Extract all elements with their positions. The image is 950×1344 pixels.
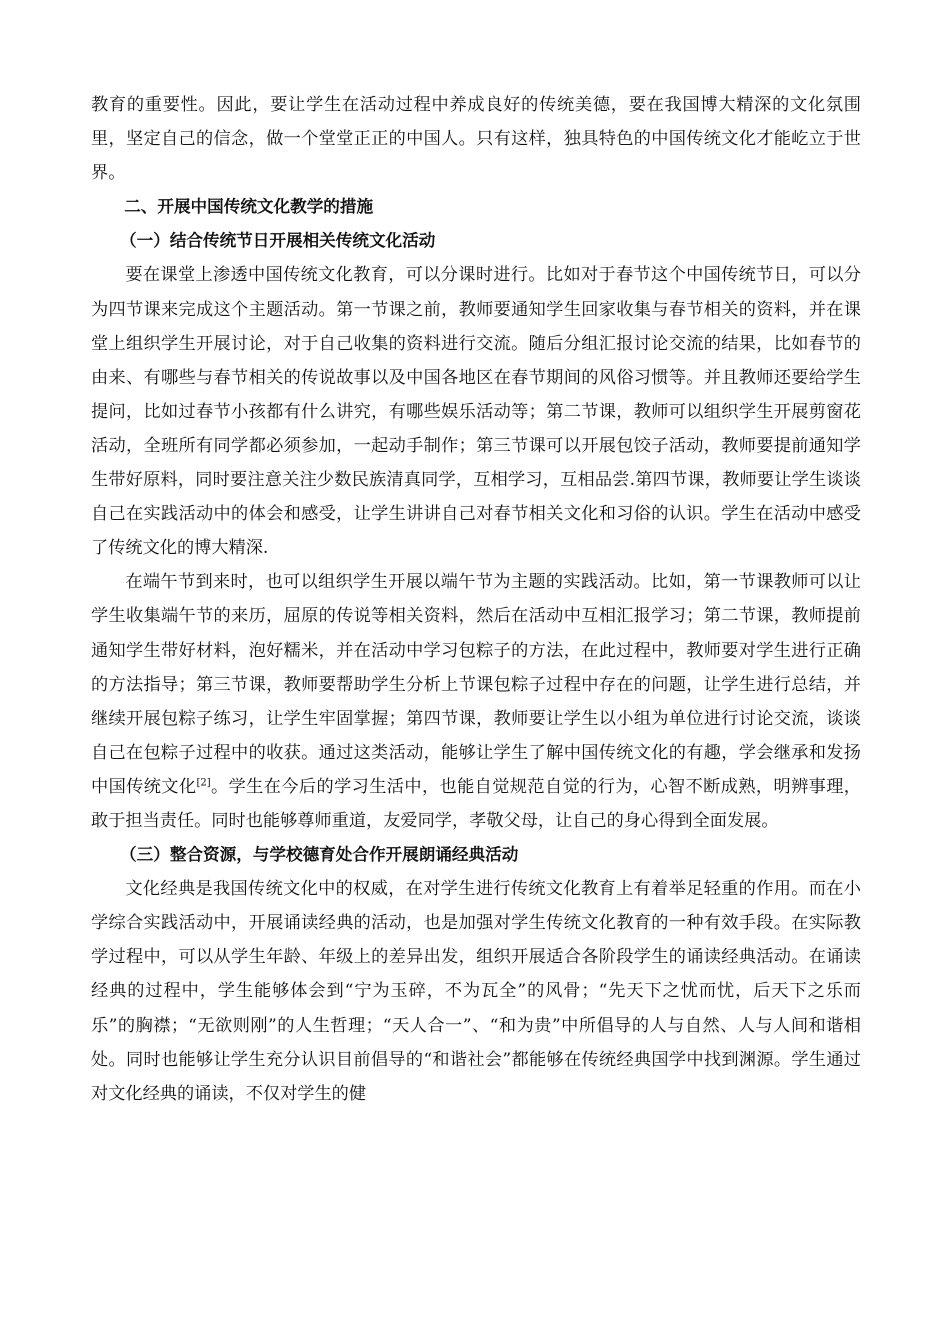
subsection-heading-1: （一）结合传统节日开展相关传统文化活动 <box>120 231 436 251</box>
section-heading: 二、开展中国传统文化教学的措施 <box>124 197 374 217</box>
paragraph-dragon-boat-part-a: 在端午节到来时，也可以组织学生开展以端午节为主题的实践活动。比如，第一节课教师可以让学生收集端午节的来历，屈原的传说等相关资料，然后在活动中互相汇报学习；第二节课，教师提前通知学生带好材料，泡好糯米，并在活动中学习包粽子的方法，在此过程中，教师要对学生进行正确的方法指导；第三节课，教师要帮助学生分析上节课包粽子过程中存在的问题，让学生进行总结，并继续开展包粽子练习，让学生牢固掌握；第四节课，教师要让学生以小组为单位进行讨论交流，谈谈自己在包粽子过程中的收获。通过这类活动，能够让学生了解中国传统文化的有趣，学会继承和发扬中国传统文化 <box>91 572 861 797</box>
document-page <box>91 88 861 1111</box>
paragraph-dragon-boat <box>91 565 861 838</box>
paragraph-spring-festival: 要在课堂上渗透中国传统文化教育，可以分课时进行。比如对于春节这个中国传统节日，可以分为四节课来完成这个主题活动。第一节课之前，教师要通知学生回家收集与春节相关的资料，并在课堂上组织学生开展讨论，对于自己收集的资料进行交流。随后分组汇报讨论交流的结果，比如春节的由来、有哪些与春节相关的传说故事以及中国各地区在春节期间的风俗习惯等。并且教师还要给学生提问，比如过春节小孩都有什么讲究，有哪些娱乐活动等；第二节课，教师可以组织学生开展剪窗花活动，全班所有同学都必须参加，一起动手制作；第三节课可以开展包饺子活动，教师要提前通知学生带好原料，同时要注意关注少数民族清真同学，互相学习，互相品尝.第四节课，教师要让学生谈谈自己在实践活动中的体会和感受，让学生讲讲自己对春节相关文化和习俗的认识。学生在活动中感受了传统文化的博大精深. <box>91 265 861 559</box>
paragraph-classics-reading: 文化经典是我国传统文化中的权威，在对学生进行传统文化教育上有着举足轻重的作用。而在小学综合实践活动中，开展诵读经典的活动，也是加强对学生传统文化教育的一种有效手段。在实际教学过程中，可以从学生年龄、年级上的差异出发，组织开展适合各阶段学生的诵读经典活动。在诵读经典的过程中，学生能够体会到“宁为玉碎，不为瓦全”的风骨；“先天下之忧而忧，后天下之乐而乐”的胸襟；“无欲则刚”的人生哲理；“天人合一”、“和为贵”中所倡导的人与自然、人与人间和谐相处。同时也能够让学生充分认识目前倡导的“和谐社会”都能够在传统经典国学中找到渊源。学生通过对文化经典的诵读，不仅对学生的健 <box>91 879 861 1104</box>
paragraph-dragon-boat-part-b: 。学生在今后的学习生活中，也能自觉规范自觉的行为，心智不断成熟，明辨事理，敢于担当责任。同时也能够尊师重道，友爱同学，孝敬父母，让自己的身心得到全面发展。 <box>91 776 861 831</box>
subsection-heading-3: （三）整合资源，与学校德育处合作开展朗诵经典活动 <box>120 845 519 865</box>
citation-marker: [2] <box>196 777 211 789</box>
paragraph-continuation: 教育的重要性。因此，要让学生在活动过程中养成良好的传统美德，要在我国博大精深的文化氛围里，坚定自己的信念，做一个堂堂正正的中国人。只有这样，独具特色的中国传统文化才能屹立于世界。 <box>91 95 861 184</box>
